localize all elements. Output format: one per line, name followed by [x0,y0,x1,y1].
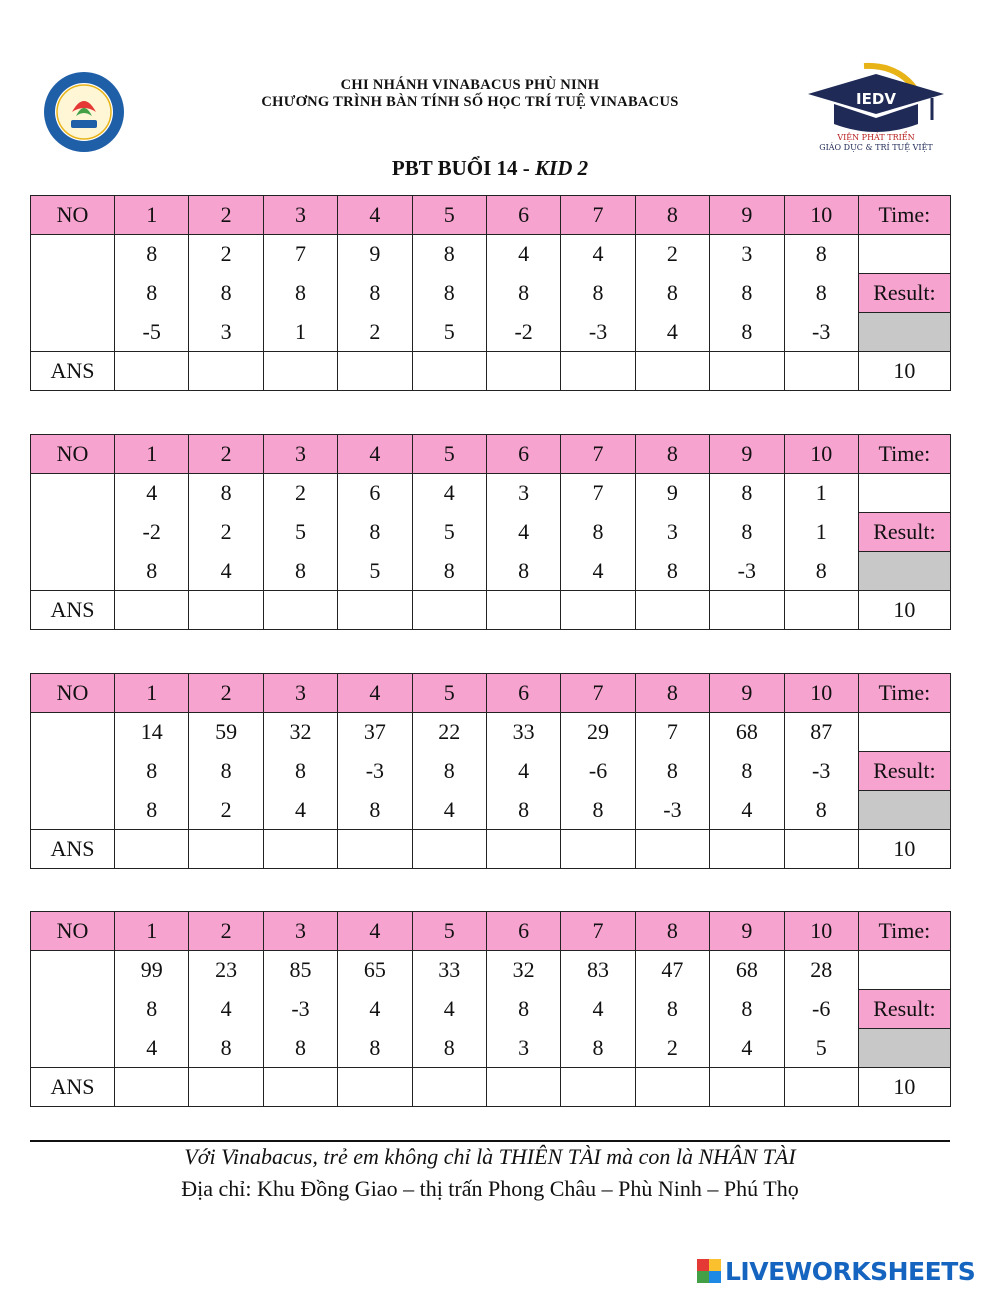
problem-number-cell: -3 [338,752,412,791]
liveworksheets-brand [697,1256,975,1286]
problem-number-cell: 8 [189,474,263,513]
column-number-cell: 8 [635,196,709,235]
problem-number-cell: 8 [710,474,784,513]
brand-name: LIVEWORKSHEETS [725,1256,976,1286]
ans-label-cell: ANS [31,1068,115,1107]
table-row [31,513,951,552]
answer-row [31,352,951,391]
problem-number-cell: 8 [710,313,784,352]
table-row [31,713,951,752]
problem-number-cell: 2 [263,474,337,513]
column-number-cell: 1 [115,435,189,474]
answer-input-cell[interactable] [486,352,560,391]
answer-input-cell[interactable] [561,830,635,869]
problem-number-cell: 47 [635,951,709,990]
answer-input-cell[interactable] [486,591,560,630]
answer-input-cell[interactable] [710,830,784,869]
no-header-cell: NO [31,435,115,474]
problem-number-cell: 5 [412,313,486,352]
answer-input-cell[interactable] [635,352,709,391]
page-header [0,0,1000,160]
problem-number-cell: 83 [561,951,635,990]
row-label-blank [31,513,115,552]
problem-number-cell: 33 [412,951,486,990]
answer-input-cell[interactable] [784,591,858,630]
no-header-cell: NO [31,912,115,951]
table-row [31,1029,951,1068]
problem-number-cell: 4 [486,752,560,791]
time-value-cell [858,951,950,990]
problem-number-cell: 4 [115,474,189,513]
column-number-cell: 7 [561,196,635,235]
column-number-cell: 7 [561,435,635,474]
problem-number-cell: 8 [263,1029,337,1068]
ans-label-cell: ANS [31,591,115,630]
problem-number-cell: -5 [115,313,189,352]
problem-number-cell: 8 [412,752,486,791]
row-label-blank [31,274,115,313]
problem-number-cell: -3 [561,313,635,352]
problem-number-cell: 8 [412,1029,486,1068]
problem-number-cell: 4 [561,990,635,1029]
problem-number-cell: 8 [189,1029,263,1068]
ans-label-cell: ANS [31,352,115,391]
problem-number-cell: 4 [189,552,263,591]
iedv-caption-1: VIỆN PHÁT TRIỂN [837,133,915,142]
problem-number-cell: 32 [486,951,560,990]
answer-input-cell[interactable] [412,591,486,630]
table-header-row [31,435,951,474]
column-number-cell: 8 [635,912,709,951]
problem-number-cell: 87 [784,713,858,752]
answer-input-cell[interactable] [263,352,337,391]
answer-input-cell[interactable] [635,591,709,630]
column-number-cell: 9 [710,196,784,235]
column-number-cell: 1 [115,196,189,235]
column-number-cell: 10 [784,435,858,474]
problem-number-cell: -3 [710,552,784,591]
problem-number-cell: 85 [263,951,337,990]
answer-input-cell[interactable] [338,591,412,630]
problem-number-cell: 8 [115,990,189,1029]
answer-input-cell[interactable] [189,591,263,630]
problem-number-cell: 14 [115,713,189,752]
problem-number-cell: 8 [338,513,412,552]
problem-number-cell: 4 [115,1029,189,1068]
answer-input-cell[interactable] [338,830,412,869]
problem-number-cell: 5 [412,513,486,552]
answer-input-cell[interactable] [561,1068,635,1107]
problem-number-cell: -3 [784,752,858,791]
problem-number-cell: 8 [115,235,189,274]
problem-number-cell: 2 [189,791,263,830]
answer-input-cell[interactable] [412,830,486,869]
problem-number-cell: 4 [412,990,486,1029]
column-number-cell: 2 [189,674,263,713]
answer-input-cell[interactable] [115,830,189,869]
problem-number-cell: 8 [263,552,337,591]
iedv-caption-2: GIÁO DỤC & TRÍ TUỆ VIỆT [819,143,933,152]
problem-number-cell: 4 [338,990,412,1029]
problem-number-cell: 68 [710,951,784,990]
problem-number-cell: 3 [486,1029,560,1068]
problem-number-cell: -3 [263,990,337,1029]
answer-row [31,830,951,869]
table-header-row [31,674,951,713]
problem-number-cell: 4 [189,990,263,1029]
problem-number-cell: 3 [486,474,560,513]
problem-number-cell: 8 [635,552,709,591]
problem-number-cell: 8 [115,552,189,591]
answer-input-cell[interactable] [635,1068,709,1107]
header-line-2: CHƯƠNG TRÌNH BÀN TÍNH SỐ HỌC TRÍ TUỆ VINABACUS [261,94,679,110]
problem-number-cell: 59 [189,713,263,752]
column-number-cell: 9 [710,674,784,713]
row-label-blank [31,713,115,752]
answer-input-cell[interactable] [189,830,263,869]
problem-number-cell: 7 [635,713,709,752]
time-label-cell: Time: [858,196,950,235]
problem-number-cell: 4 [561,235,635,274]
row-label-blank [31,990,115,1029]
column-number-cell: 8 [635,674,709,713]
time-value-cell [858,713,950,752]
worksheet-table-4 [30,911,951,1107]
iedv-logo-icon [804,60,948,156]
problem-number-cell: 1 [784,513,858,552]
answer-input-cell[interactable] [338,1068,412,1107]
problem-number-cell: 2 [338,313,412,352]
problem-number-cell: 8 [561,513,635,552]
problem-number-cell: 8 [115,274,189,313]
problem-number-cell: 65 [338,951,412,990]
problem-number-cell: 8 [486,274,560,313]
problem-number-cell: 8 [338,274,412,313]
problem-number-cell: 6 [338,474,412,513]
table-row [31,474,951,513]
column-number-cell: 2 [189,435,263,474]
problem-number-cell: 22 [412,713,486,752]
problem-number-cell: 8 [115,752,189,791]
problem-number-cell: -2 [486,313,560,352]
problem-number-cell: 8 [263,274,337,313]
problem-number-cell: 68 [710,713,784,752]
answer-input-cell[interactable] [115,591,189,630]
problem-number-cell: 3 [189,313,263,352]
result-value-cell [858,313,950,352]
problem-number-cell: 8 [263,752,337,791]
table-row [31,274,951,313]
column-number-cell: 9 [710,435,784,474]
column-number-cell: 8 [635,435,709,474]
header-line-1: CHI NHÁNH VINABACUS PHÙ NINH [340,77,600,93]
problem-number-cell: -6 [784,990,858,1029]
column-number-cell: 3 [263,674,337,713]
title-main: PBT BUỔI 14 - [391,156,536,180]
problem-number-cell: 8 [710,990,784,1029]
answer-input-cell[interactable] [784,830,858,869]
time-label-cell: Time: [858,435,950,474]
problem-number-cell: 8 [635,752,709,791]
answer-input-cell[interactable] [115,352,189,391]
problem-number-cell: 8 [412,235,486,274]
column-number-cell: 6 [486,912,560,951]
table-header-row [31,912,951,951]
problem-number-cell: 8 [338,1029,412,1068]
problem-number-cell: -3 [635,791,709,830]
table-row [31,752,951,791]
problem-number-cell: 8 [338,791,412,830]
answer-input-cell[interactable] [338,352,412,391]
problem-number-cell: 32 [263,713,337,752]
problem-number-cell: 37 [338,713,412,752]
problem-number-cell: 2 [189,513,263,552]
row-label-blank [31,474,115,513]
score-cell: 10 [858,591,950,630]
problem-number-cell: -2 [115,513,189,552]
column-number-cell: 4 [338,912,412,951]
column-number-cell: 4 [338,674,412,713]
problem-number-cell: -3 [784,313,858,352]
column-number-cell: 2 [189,912,263,951]
problem-number-cell: 4 [710,791,784,830]
row-label-blank [31,791,115,830]
column-number-cell: 6 [486,435,560,474]
problem-number-cell: 33 [486,713,560,752]
problem-number-cell: 3 [710,235,784,274]
column-number-cell: 5 [412,912,486,951]
problem-number-cell: 8 [635,990,709,1029]
column-number-cell: 4 [338,435,412,474]
problem-number-cell: 7 [561,474,635,513]
row-label-blank [31,1029,115,1068]
column-number-cell: 7 [561,674,635,713]
thai-an-logo-icon [42,70,126,154]
row-label-blank [31,313,115,352]
answer-input-cell[interactable] [710,352,784,391]
problem-number-cell: 8 [486,791,560,830]
problem-number-cell: 2 [635,235,709,274]
problem-number-cell: 4 [412,474,486,513]
problem-number-cell: 8 [189,274,263,313]
answer-input-cell[interactable] [561,352,635,391]
problem-number-cell: 8 [710,513,784,552]
time-label-cell: Time: [858,674,950,713]
column-number-cell: 10 [784,196,858,235]
problem-number-cell: 4 [412,791,486,830]
column-number-cell: 5 [412,435,486,474]
worksheet-table-3 [30,673,951,869]
column-number-cell: 5 [412,674,486,713]
problem-number-cell: 2 [635,1029,709,1068]
problem-number-cell: 8 [189,752,263,791]
footer-slogan: Với Vinabacus, trẻ em không chỉ là THIÊN TÀI mà con là NHÂN TÀI [184,1144,796,1169]
problem-number-cell: 23 [189,951,263,990]
problem-number-cell: 9 [338,235,412,274]
no-header-cell: NO [31,196,115,235]
column-number-cell: 3 [263,912,337,951]
column-number-cell: 10 [784,912,858,951]
score-cell: 10 [858,1068,950,1107]
problem-number-cell: 8 [486,990,560,1029]
row-label-blank [31,752,115,791]
problem-number-cell: 8 [412,274,486,313]
answer-input-cell[interactable] [189,352,263,391]
score-cell: 10 [858,830,950,869]
table-header-row [31,196,951,235]
answer-input-cell[interactable] [486,1068,560,1107]
column-number-cell: 9 [710,912,784,951]
problem-number-cell: 4 [486,235,560,274]
problem-number-cell: 29 [561,713,635,752]
column-number-cell: 5 [412,196,486,235]
problem-number-cell: 3 [635,513,709,552]
answer-input-cell[interactable] [412,352,486,391]
problem-number-cell: 8 [710,752,784,791]
answer-input-cell[interactable] [710,591,784,630]
answer-input-cell[interactable] [710,1068,784,1107]
row-label-blank [31,951,115,990]
answer-input-cell[interactable] [263,1068,337,1107]
column-number-cell: 1 [115,912,189,951]
column-number-cell: 7 [561,912,635,951]
result-label-cell: Result: [858,990,950,1029]
problem-number-cell: 28 [784,951,858,990]
liveworksheets-logo-icon [697,1259,721,1283]
problem-number-cell: 5 [784,1029,858,1068]
problem-number-cell: 8 [784,791,858,830]
title-kid: KID 2 [535,156,589,180]
worksheet-table-2 [30,434,951,630]
table-row [31,990,951,1029]
table-row [31,235,951,274]
row-label-blank [31,235,115,274]
answer-row [31,591,951,630]
ans-label-cell: ANS [31,830,115,869]
column-number-cell: 3 [263,196,337,235]
answer-input-cell[interactable] [561,591,635,630]
iedv-logo-text: IEDV [856,90,896,108]
column-number-cell: 2 [189,196,263,235]
problem-number-cell: 8 [561,274,635,313]
result-value-cell [858,552,950,591]
footer-divider [30,1140,950,1142]
problem-number-cell: 2 [189,235,263,274]
result-value-cell [858,1029,950,1068]
problem-number-cell: 4 [486,513,560,552]
column-number-cell: 4 [338,196,412,235]
column-number-cell: 6 [486,196,560,235]
problem-number-cell: 4 [263,791,337,830]
result-value-cell [858,791,950,830]
problem-number-cell: 8 [784,274,858,313]
problem-number-cell: 1 [784,474,858,513]
problem-number-cell: 4 [635,313,709,352]
answer-row [31,1068,951,1107]
time-value-cell [858,474,950,513]
problem-number-cell: -6 [561,752,635,791]
answer-input-cell[interactable] [784,352,858,391]
time-value-cell [858,235,950,274]
problem-number-cell: 8 [561,1029,635,1068]
problem-number-cell: 8 [710,274,784,313]
answer-input-cell[interactable] [486,830,560,869]
result-label-cell: Result: [858,513,950,552]
answer-input-cell[interactable] [189,1068,263,1107]
page-title [250,156,730,181]
problem-number-cell: 8 [486,552,560,591]
column-number-cell: 3 [263,435,337,474]
footer-address: Địa chỉ: Khu Đồng Giao – thị trấn Phong Châu – Phù Ninh – Phú Thọ [181,1176,799,1201]
row-label-blank [31,552,115,591]
column-number-cell: 6 [486,674,560,713]
answer-input-cell[interactable] [412,1068,486,1107]
time-label-cell: Time: [858,912,950,951]
answer-input-cell[interactable] [784,1068,858,1107]
answer-input-cell[interactable] [635,830,709,869]
table-row [31,791,951,830]
problem-number-cell: 8 [115,791,189,830]
score-cell: 10 [858,352,950,391]
problem-number-cell: 4 [710,1029,784,1068]
problem-number-cell: 99 [115,951,189,990]
table-row [31,313,951,352]
result-label-cell: Result: [858,274,950,313]
problem-number-cell: 8 [561,791,635,830]
problem-number-cell: 4 [561,552,635,591]
problem-number-cell: 8 [412,552,486,591]
result-label-cell: Result: [858,752,950,791]
answer-input-cell[interactable] [263,591,337,630]
table-row [31,951,951,990]
problem-number-cell: 8 [784,552,858,591]
no-header-cell: NO [31,674,115,713]
answer-input-cell[interactable] [115,1068,189,1107]
column-number-cell: 10 [784,674,858,713]
column-number-cell: 1 [115,674,189,713]
worksheet-table-1 [30,195,951,391]
problem-number-cell: 8 [635,274,709,313]
problem-number-cell: 1 [263,313,337,352]
table-row [31,552,951,591]
problem-number-cell: 8 [784,235,858,274]
problem-number-cell: 5 [338,552,412,591]
problem-number-cell: 9 [635,474,709,513]
problem-number-cell: 7 [263,235,337,274]
problem-number-cell: 5 [263,513,337,552]
answer-input-cell[interactable] [263,830,337,869]
